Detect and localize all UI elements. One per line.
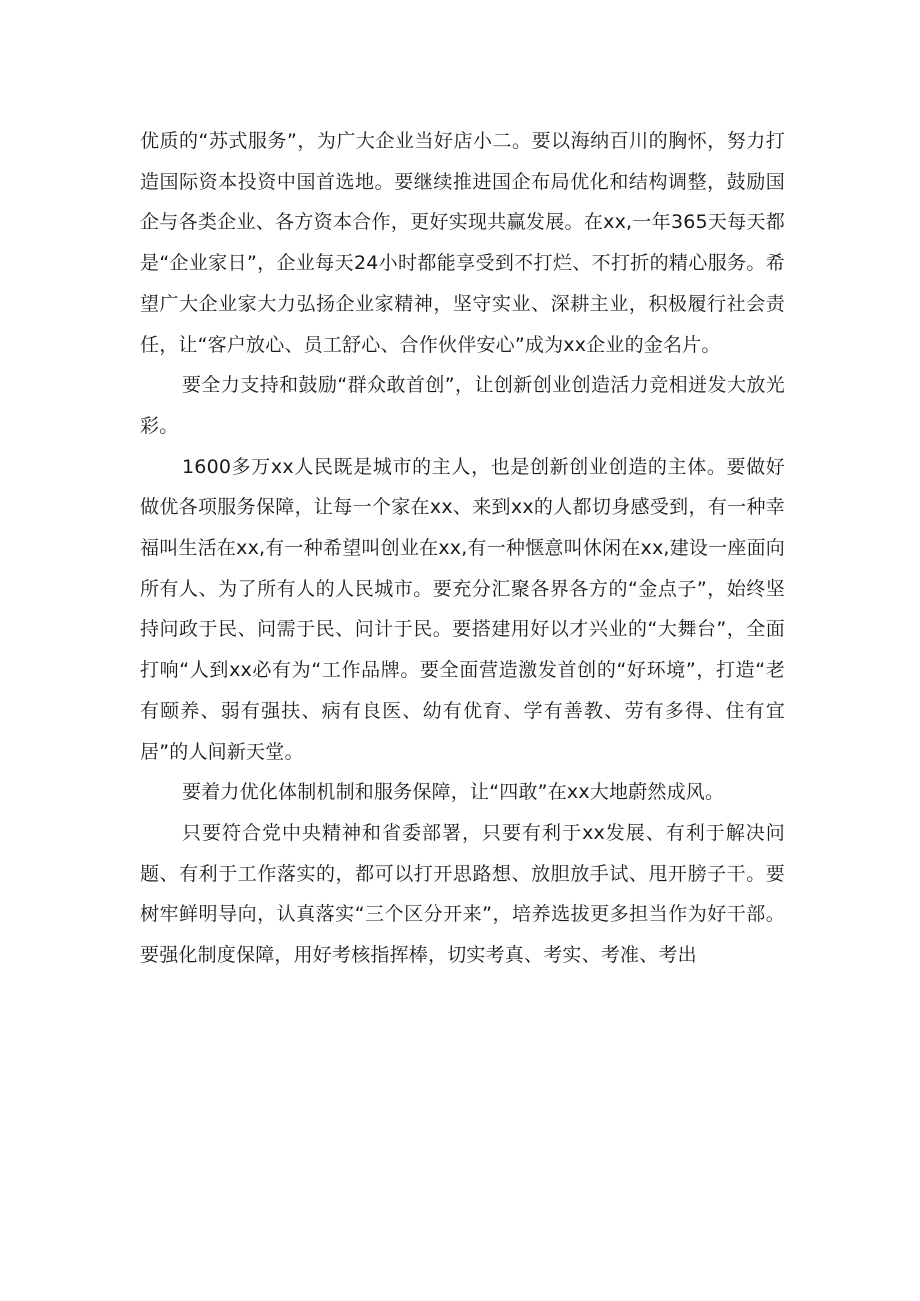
paragraph-mass-innovation: 要全力支持和鼓励“群众敢首创”，让创新创业创造活力竞相迸发大放光彩。 (140, 374, 785, 437)
paragraph-cadre-guidance: 只要符合党中央精神和省委部署，只要有利于xx发展、有利于解决问题、有利于工作落实的，都可以打开思路想、放胆放手试、甩开膀子干。要树牢鲜明导向，认真落实“三个区分开来”，培养选拔更多担当作为好干部。要强化制度保障，用好考核指挥棒，切实考真、考实、考准、考出 (140, 821, 785, 967)
paragraph-people-city: 1600多万xx人民既是城市的主人，也是创新创业创造的主体。要做好做优各项服务保障，让每一个家在xx、来到xx的人都切身感受到，有一种幸福叫生活在xx,有一种希望叫创业在xx,有一种惬意叫休闲在xx,建设一座面向所有人、为了所有人的人民城市。要充分汇聚各界各方的“金点子”，始终坚持问政于民、问需于民、问计于民。要搭建用好以才兴业的“大舞台”，全面打响“人到xx必有为“工作品牌。要全面营造激发首创的“好环境”，打造“老有颐养、弱有强扶、病有良医、幼有优育、学有善教、劳有多得、住有宜居”的人间新天堂。 (140, 455, 785, 763)
paragraph-system-optimization: 要着力优化体制机制和服务保障，让“四敢”在xx大地蔚然成风。 (182, 781, 725, 804)
paragraph-continuation: 优质的“苏式服务”，为广大企业当好店小二。要以海纳百川的胸怀，努力打造国际资本投资中国首选地。要继续推进国企布局优化和结构调整，鼓励国企与各类企业、各方资本合作，更好实现共赢发展。在xx,一年365天每天都是“企业家日”，企业每天24小时都能享受到不打烂、不打折的精心服务。希望广大企业家大力弘扬企业家精神，坚守实业、深耕主业，积极履行社会责任，让“客户放心、员工舒心、合作伙伴安心”成为xx企业的金名片。 (140, 130, 785, 356)
document-page (140, 121, 785, 976)
